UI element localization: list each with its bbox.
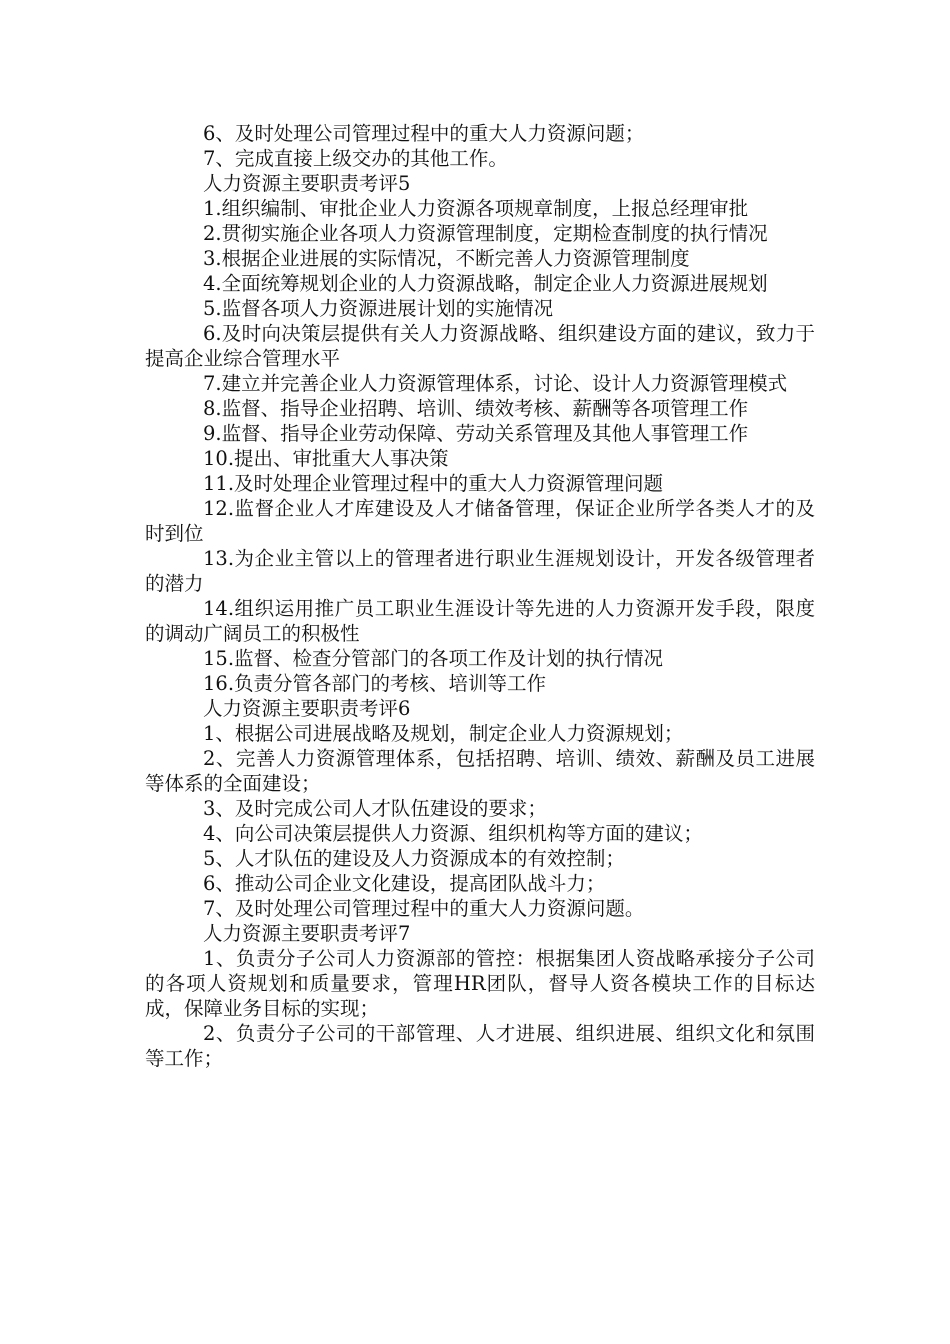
paragraph: 3、及时完成公司人才队伍建设的要求；: [203, 797, 547, 820]
paragraph: 2、完善人力资源管理体系，包括招聘、培训、绩效、薪酬及员工进展等体系的全面建设；: [145, 747, 815, 795]
section-heading: 人力资源主要职责考评7: [203, 922, 411, 945]
paragraph: 16.负责分管各部门的考核、培训等工作: [203, 672, 547, 695]
paragraph: 7.建立并完善企业人力资源管理体系，讨论、设计人力资源管理模式: [203, 372, 788, 395]
paragraph: 11.及时处理企业管理过程中的重大人力资源管理问题: [203, 472, 664, 495]
paragraph: 10.提出、审批重大人事决策: [203, 447, 449, 470]
paragraph: 7、及时处理公司管理过程中的重大人力资源问题。: [203, 897, 645, 920]
paragraph: 6.及时向决策层提供有关人力资源战略、组织建设方面的建议，致力于提高企业综合管理水平: [145, 322, 815, 370]
section-heading: 人力资源主要职责考评5: [203, 172, 411, 195]
paragraph: 14.组织运用推广员工职业生涯设计等先进的人力资源开发手段，限度的调动广阔员工的积极性: [145, 597, 815, 645]
paragraph: 4.全面统筹规划企业的人力资源战略，制定企业人力资源进展规划: [203, 272, 768, 295]
paragraph: 15.监督、检查分管部门的各项工作及计划的执行情况: [203, 647, 664, 670]
paragraph: 12.监督企业人才库建设及人才储备管理，保证企业所学各类人才的及时到位: [145, 497, 815, 545]
paragraph: 5.监督各项人力资源进展计划的实施情况: [203, 297, 554, 320]
paragraph: 5、人才队伍的建设及人力资源成本的有效控制；: [203, 847, 625, 870]
paragraph: 1、根据公司进展战略及规划，制定企业人力资源规划；: [203, 722, 684, 745]
paragraph: 8.监督、指导企业招聘、培训、绩效考核、薪酬等各项管理工作: [203, 397, 749, 420]
section-heading: 人力资源主要职责考评6: [203, 697, 411, 720]
paragraph: 4、向公司决策层提供人力资源、组织机构等方面的建议；: [203, 822, 703, 845]
document-body: [145, 121, 815, 1071]
paragraph: 6、及时处理公司管理过程中的重大人力资源问题；: [203, 122, 645, 145]
paragraph: 1.组织编制、审批企业人力资源各项规章制度，上报总经理审批: [203, 197, 749, 220]
paragraph: 2、负责分子公司的干部管理、人才进展、组织进展、组织文化和氛围等工作；: [145, 1022, 815, 1070]
paragraph: 13.为企业主管以上的管理者进行职业生涯规划设计，开发各级管理者的潜力: [145, 547, 815, 595]
paragraph: 2.贯彻实施企业各项人力资源管理制度，定期检查制度的执行情况: [203, 222, 768, 245]
paragraph: 7、完成直接上级交办的其他工作。: [203, 147, 508, 170]
paragraph: 9.监督、指导企业劳动保障、劳动关系管理及其他人事管理工作: [203, 422, 749, 445]
paragraph: 1、负责分子公司人力资源部的管控：根据集团人资战略承接分子公司的各项人资规划和质量要求，管理HR团队，督导人资各模块工作的目标达成，保障业务目标的实现；: [145, 947, 815, 1020]
paragraph: 3.根据企业进展的实际情况，不断完善人力资源管理制度: [203, 247, 690, 270]
paragraph: 6、推动公司企业文化建设，提高团队战斗力；: [203, 872, 606, 895]
